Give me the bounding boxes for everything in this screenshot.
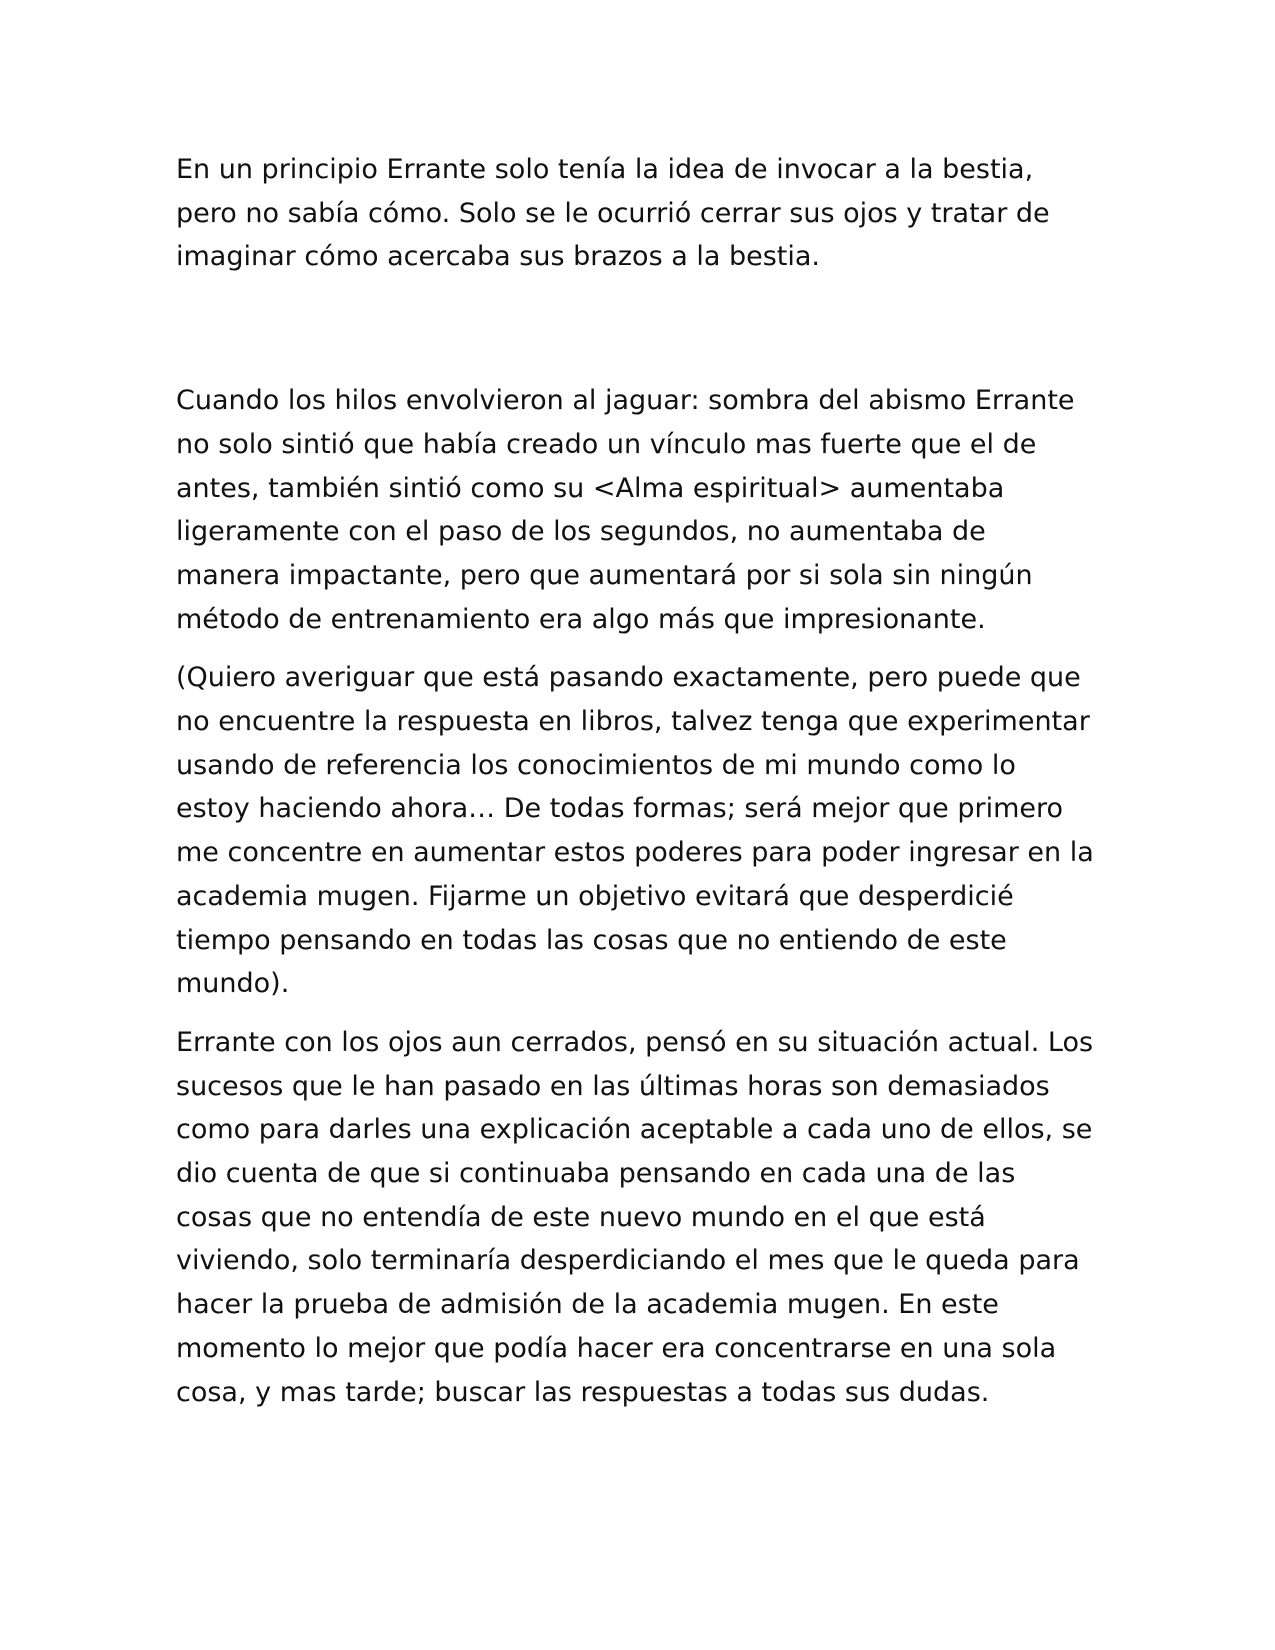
paragraph-3: (Quiero averiguar que está pasando exactamente, pero puede que no encuentre la respuesta en libros, talvez tenga que experimentar usando de referencia los conocimientos de mi mundo como lo estoy haciendo ahora… De todas formas; será mejor que primero me concentre en aumentar estos poderes para poder ingresar en la academia mugen. Fijarme un objetivo evitará que desperdicié tiempo pensando en todas las cosas que no entiendo de este mundo).	[176, 662, 1094, 1000]
paragraph-2: Cuando los hilos envolvieron al jaguar: sombra del abismo Errante no solo sintió que había creado un vínculo mas fuerte que el de antes, también sintió como su <Alma espiritual> aumentaba ligeramente con el paso de los segundos, no aumentaba de manera impactante, pero que aumentará por si sola sin ningún método de entrenamiento era algo más que impresionante.	[176, 385, 1075, 635]
paragraph-4: Errante con los ojos aun cerrados, pensó en su situación actual. Los sucesos que le han pasado en las últimas horas son demasiados como para darles una explicación aceptable a cada uno de ellos, se dio cuenta de que si continuaba pensando en cada una de las cosas que no entendía de este nuevo mundo en el que está viviendo, solo terminaría desperdiciando el mes que le queda para hacer la prueba de admisión de la academia mugen. En este momento lo mejor que podía hacer era concentrarse en una sola cosa, y mas tarde; buscar las respuestas a todas sus dudas.	[176, 1026, 1094, 1408]
document-body	[176, 148, 1096, 1414]
paragraph-1: En un principio Errante solo tenía la idea de invocar a la bestia, pero no sabía cómo. Solo se le ocurrió cerrar sus ojos y tratar de imaginar cómo acercaba sus brazos a la bestia.	[176, 154, 1050, 273]
